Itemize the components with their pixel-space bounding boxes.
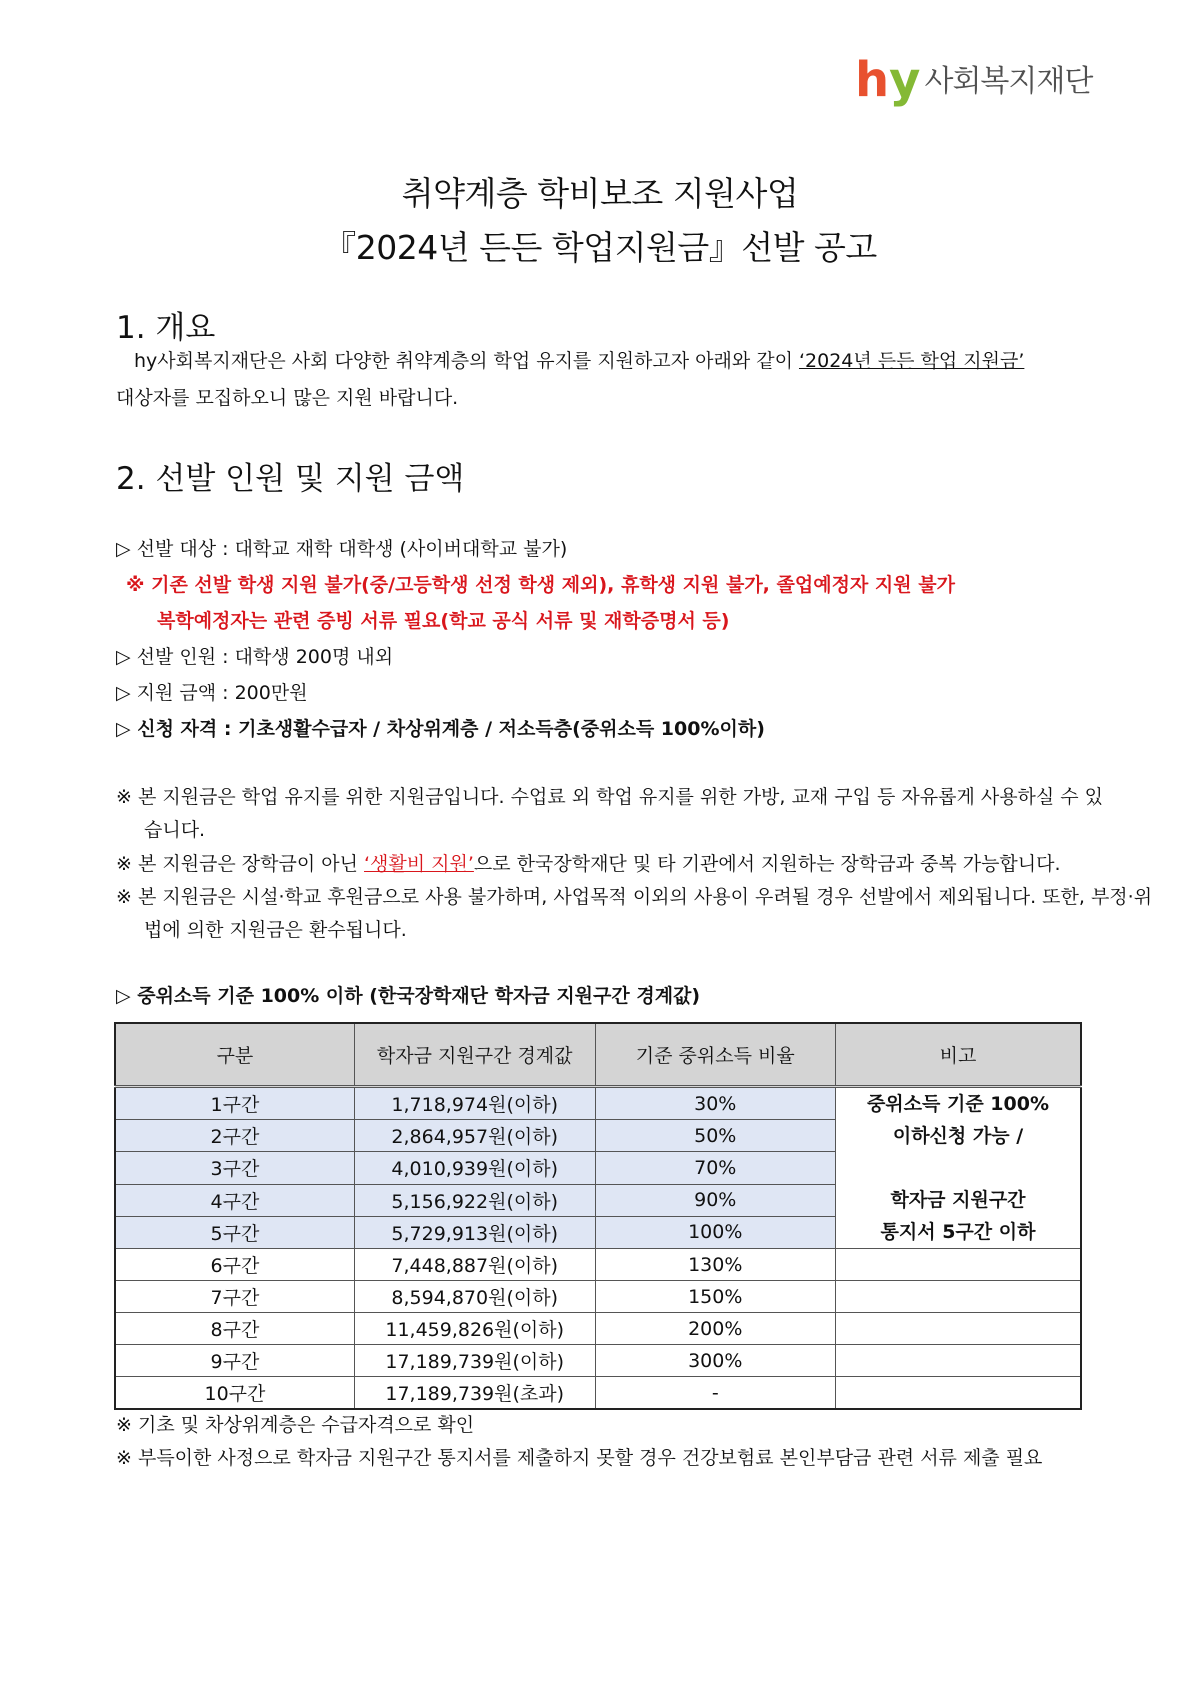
note1-line1: ※ 본 지원금은 학업 유지를 위한 지원금입니다. 수업료 외 학업 유지를 위한 가방, 교재 구입 등 자유롭게 사용하실 수 있 [116,786,1104,808]
remarks-cell [835,1249,1081,1281]
program-name-underlined: ‘2024년 든든 학업 지원금’ [798,350,1025,372]
living-cost-support-highlight: ‘생활비 지원’ [364,853,474,875]
threshold-cell: 11,459,826원(이하) [354,1313,595,1345]
remarks-cell [835,1281,1081,1313]
ratio-cell: 90% [595,1184,835,1216]
bracket-cell: 5구간 [115,1216,354,1248]
threshold-cell: 1,718,974원(이하) [354,1087,595,1120]
income-bracket-table [114,1022,1082,1410]
bracket-cell: 7구간 [115,1281,354,1313]
threshold-cell: 5,156,922원(이하) [354,1184,595,1216]
bracket-cell: 4구간 [115,1184,354,1216]
ratio-cell: 30% [595,1087,835,1120]
header-threshold: 학자금 지원구간 경계값 [354,1023,595,1087]
ratio-cell: 100% [595,1216,835,1248]
header-category: 구분 [115,1023,354,1087]
table-caption: ▷ 중위소득 기준 100% 이하 (한국장학재단 학자금 지원구간 경계값) [116,985,701,1007]
support-amount: ▷ 지원 금액 : 200만원 [116,682,308,704]
table-row [115,1313,1081,1345]
section2-heading: 2. 선발 인원 및 지원 금액 [116,461,465,497]
table-row [115,1345,1081,1377]
note3-line1: ※ 본 지원금은 시설·학교 후원금으로 사용 불가하며, 사업목적 이외의 사용이 우려될 경우 선발에서 제외됩니다. 또한, 부정·위 [116,886,1153,908]
section1-body-line2: 대상자를 모집하오니 많은 지원 바랍니다. [116,387,459,409]
ratio-cell: 150% [595,1281,835,1313]
section1-body-line1: hy사회복지재단은 사회 다양한 취약계층의 학업 유지를 지원하고자 아래와 같이 ‘2024년 든든 학업 지원금’ [134,350,1025,372]
threshold-cell: 5,729,913원(이하) [354,1216,595,1248]
bracket-cell: 10구간 [115,1377,354,1410]
footnote-1: ※ 기초 및 차상위계층은 수급자격으로 확인 [116,1414,475,1436]
bracket-cell: 6구간 [115,1249,354,1281]
note1-line2: 습니다. [144,819,206,841]
ratio-cell: 70% [595,1152,835,1184]
ratio-cell: 50% [595,1120,835,1152]
table-row [115,1249,1081,1281]
remarks-cell [835,1377,1081,1410]
document-title-line1: 취약계층 학비보조 지원사업 [401,174,799,213]
logo-mark: hy [855,52,921,108]
bracket-cell: 1구간 [115,1087,354,1120]
threshold-cell: 4,010,939원(이하) [354,1152,595,1184]
foundation-logo [855,52,1093,108]
threshold-cell: 8,594,870원(이하) [354,1281,595,1313]
document-title-line2: 『2024년 든든 학업지원금』선발 공고 [323,228,877,267]
table-row [115,1281,1081,1313]
note2: ※ 본 지원금은 장학금이 아닌 ‘생활비 지원’으로 한국장학재단 및 타 기관에서 지원하는 장학금과 중복 가능합니다. [116,853,1061,875]
bracket-cell: 2구간 [115,1120,354,1152]
remarks-cell [835,1313,1081,1345]
ratio-cell: 200% [595,1313,835,1345]
threshold-cell: 17,189,739원(이하) [354,1345,595,1377]
table-header-row [115,1023,1081,1087]
ratio-cell: - [595,1377,835,1410]
header-remarks: 비고 [835,1023,1081,1087]
bracket-cell: 3구간 [115,1152,354,1184]
footnote-2: ※ 부득이한 사정으로 학자금 지원구간 통지서를 제출하지 못할 경우 건강보험료 본인부담금 관련 서류 제출 필요 [116,1447,1043,1469]
threshold-cell: 17,189,739원(초과) [354,1377,595,1410]
section1-heading: 1. 개요 [116,310,216,346]
table-row [115,1087,1081,1120]
logo-name: 사회복지재단 [924,64,1093,99]
application-qualification: ▷ 신청 자격 : 기초생활수급자 / 차상위계층 / 저소득층(중위소득 100%이하) [116,718,765,740]
bracket-cell: 8구간 [115,1313,354,1345]
note3-line2: 법에 의한 지원금은 환수됩니다. [144,919,407,941]
threshold-cell: 2,864,957원(이하) [354,1120,595,1152]
threshold-cell: 7,448,887원(이하) [354,1249,595,1281]
remarks-cell: 중위소득 기준 100% 이하신청 가능 / 학자금 지원구간 통지서 5구간 이하 [835,1087,1081,1249]
remarks-cell [835,1345,1081,1377]
header-ratio: 기준 중위소득 비율 [595,1023,835,1087]
table-row [115,1377,1081,1410]
ratio-cell: 130% [595,1249,835,1281]
warning-line1: ※ 기존 선발 학생 지원 불가(중/고등학생 선정 학생 제외), 휴학생 지원 불가, 졸업예정자 지원 불가 [126,574,955,596]
ratio-cell: 300% [595,1345,835,1377]
selection-count: ▷ 선발 인원 : 대학생 200명 내외 [116,646,394,668]
bracket-cell: 9구간 [115,1345,354,1377]
warning-line2: 복학예정자는 관련 증빙 서류 필요(학교 공식 서류 및 재학증명서 등) [157,610,730,632]
selection-target: ▷ 선발 대상 : 대학교 재학 대학생 (사이버대학교 불가) [116,538,568,560]
